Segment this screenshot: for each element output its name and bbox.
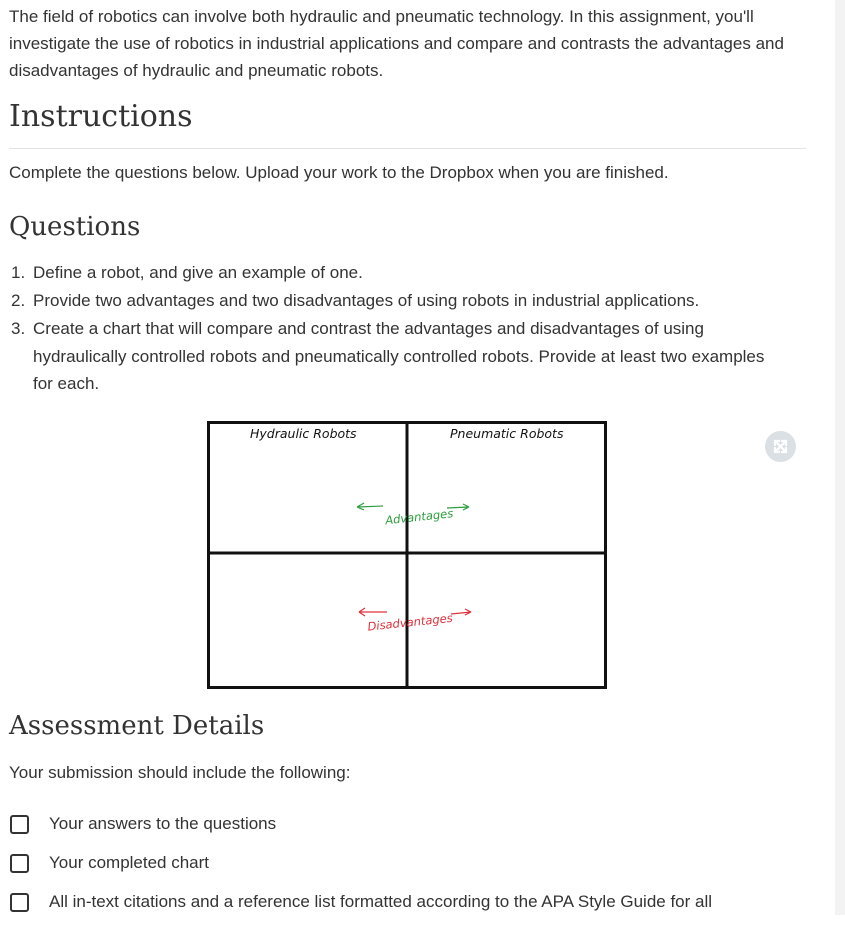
heading-divider [9, 148, 806, 149]
question-number: 1. [11, 263, 26, 282]
checkbox[interactable] [10, 815, 29, 834]
checklist-item [9, 888, 712, 927]
checklist-item-label: All in-text citations and a reference list formatted according to the APA Style Guide for all [49, 892, 713, 911]
checklist-item [9, 810, 712, 849]
instructions-text: Complete the questions below. Upload your work to the Dropbox when you are finished. [9, 163, 669, 182]
checkbox[interactable] [10, 893, 29, 912]
comparison-chart-svg [207, 421, 607, 689]
question-number: 3. [11, 319, 26, 338]
scrollbar-track[interactable] [835, 0, 845, 915]
checklist-item [9, 849, 712, 888]
assessment-checklist [9, 810, 712, 927]
question-number: 2. [11, 291, 26, 310]
instructions-heading: Instructions [9, 99, 193, 134]
question-item [9, 315, 769, 398]
question-text: Provide two advantages and two disadvantages of using robots in industrial applications. [33, 291, 700, 310]
question-text: Create a chart that will compare and contrast the advantages and disadvantages of using hydraulically controlled robots and pneumatically controlled robots. Provide at least two examples for each. [33, 319, 765, 393]
chart-col-header-pneumatic: Pneumatic Robots [450, 426, 564, 441]
assessment-subtext: Your submission should include the following: [9, 763, 351, 782]
comparison-chart-figure [207, 421, 607, 689]
expand-icon [765, 431, 796, 462]
expand-image-button[interactable] [765, 431, 796, 462]
disadvantages-label: Disadvantages [366, 610, 454, 634]
chart-col-header-hydraulic: Hydraulic Robots [250, 426, 357, 441]
question-item [9, 287, 769, 315]
questions-list [9, 259, 769, 398]
intro-paragraph: The field of robotics can involve both hydraulic and pneumatic technology. In this assignment, you'll investigate the use of robotics in industrial applications and compare and contrasts the advantages and disadvantages of hydraulic and pneumatic robots. [9, 7, 784, 80]
checklist-item-label: Your completed chart [49, 853, 210, 872]
question-item [9, 259, 769, 287]
assessment-heading: Assessment Details [9, 711, 265, 741]
checklist-item-label: Your answers to the questions [49, 814, 277, 833]
advantages-label: Advantages [384, 506, 454, 528]
questions-heading: Questions [9, 212, 141, 242]
checkbox[interactable] [10, 854, 29, 873]
question-text: Define a robot, and give an example of one. [33, 263, 363, 282]
